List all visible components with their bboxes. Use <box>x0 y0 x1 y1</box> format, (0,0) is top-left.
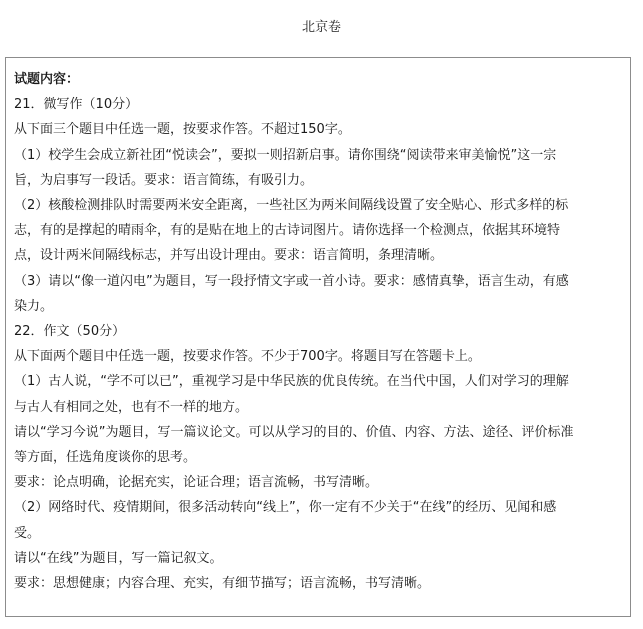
text-line: 点，设计两米间隔线标志，并写出设计理由。要求：语言简明，条理清晰。 <box>14 248 444 264</box>
text-line: 要求：论点明确，论据充实，论证合理；语言流畅，书写清晰。 <box>14 475 379 491</box>
text-line: 请以“在线”为题目，写一篇记叙文。 <box>14 550 223 566</box>
text-line: 旨，为启事写一段话。要求：语言简练，有吸引力。 <box>14 172 314 188</box>
text-line: 请以“学习今说”为题目，写一篇议论文。可以从学习的目的、价值、内容、方法、途径、评价标准 <box>14 424 574 440</box>
text-line: 从下面两个题目中任选一题，按要求作答。不少于700字。将题目写在答题卡上。 <box>14 349 481 365</box>
text-line: （1）校学生会成立新社团“悦读会”，要拟一则招新启事。请你围绕“阅读带来审美愉悦”这一宗 <box>14 147 557 163</box>
text-line: （1）古人说，“学不可以已”，重视学习是中华民族的优良传统。在当代中国，人们对学习的理解 <box>14 374 569 390</box>
text-line: （2）网络时代、疫情期间，很多活动转向“线上”，你一定有不少关于“在线”的经历、见闻和感 <box>14 500 557 516</box>
text-line: 染力。 <box>14 298 54 314</box>
text-line: 要求：思想健康；内容合理、充实，有细节描写；语言流畅，书写清晰。 <box>14 576 431 592</box>
section-heading: 试题内容： <box>14 72 80 87</box>
question-content-box <box>5 57 631 617</box>
text-line: 受。 <box>14 525 41 541</box>
text-line: 与古人有相同之处，也有不一样的地方。 <box>14 399 249 415</box>
page-title: 北京卷 <box>301 20 341 35</box>
text-line: 志，有的是撑起的晴雨伞，有的是贴在地上的古诗词图片。请你选择一个检测点，依据其环境特 <box>14 223 561 239</box>
text-line: 从下面三个题目中任选一题，按要求作答。不超过150字。 <box>14 122 351 138</box>
text-line: （2）核酸检测排队时需要两米安全距离，一些社区为两米间隔线设置了安全贴心、形式多样的标 <box>14 198 569 214</box>
text-line: （3）请以“像一道闪电”为题目，写一段抒情文字或一首小诗。要求：感情真挚，语言生动，有感 <box>14 273 569 289</box>
text-line: 等方面，任选角度谈你的思考。 <box>14 450 197 466</box>
text-line: 22．作文（50分） <box>14 324 126 340</box>
text-line: 21．微写作（10分） <box>14 97 139 113</box>
